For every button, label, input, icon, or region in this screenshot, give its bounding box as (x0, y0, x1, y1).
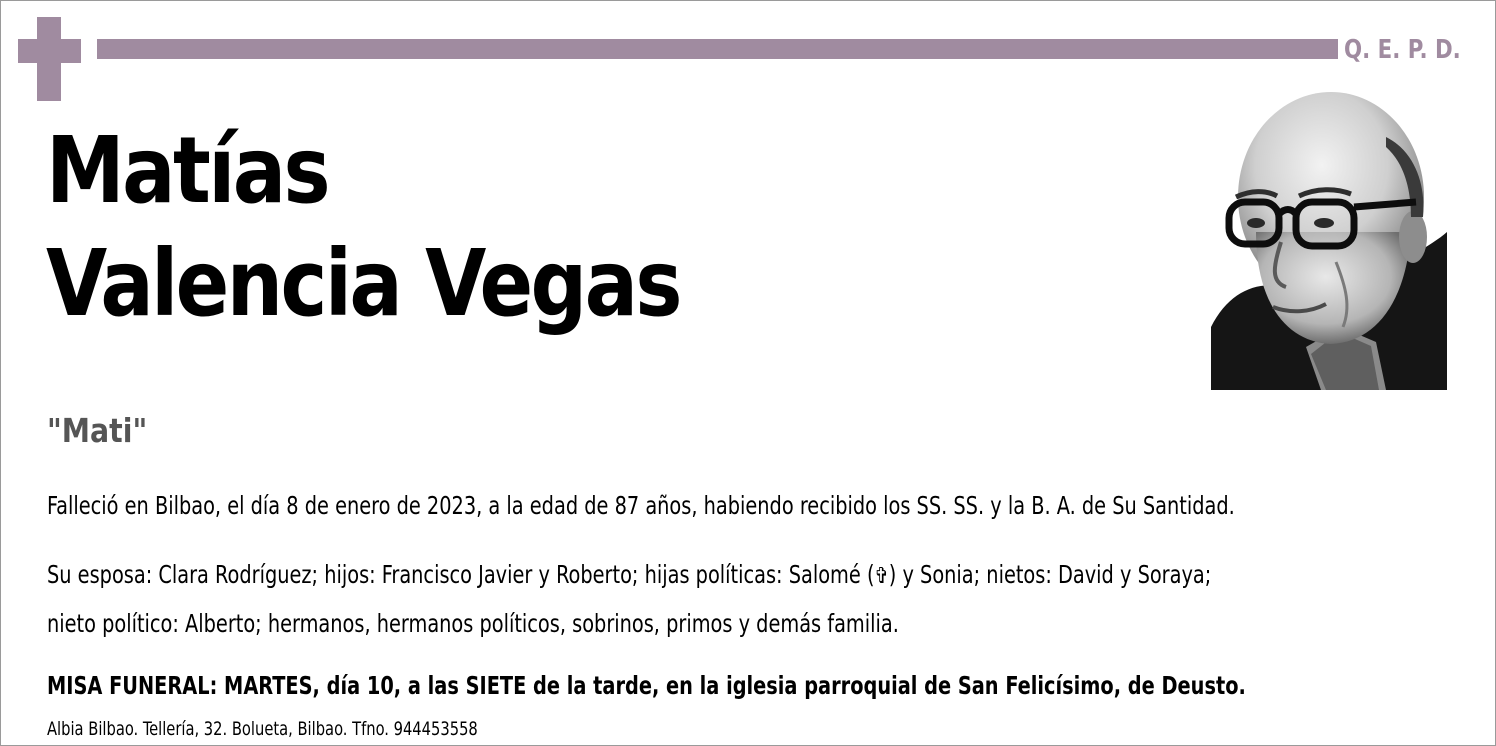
family-text-before-cross: Su esposa: Clara Rodríguez; hijos: Francisco Javier y Roberto; hijas políticas: Salomé ( (47, 560, 875, 589)
funeral-home-info: Albia Bilbao. Tellería, 32. Bolueta, Bilbao. Tfno. 944453558 (47, 718, 478, 740)
family-line-1 (47, 560, 1211, 589)
family-line-2: nieto político: Alberto; hermanos, hermanos políticos, sobrinos, primos y demás familia. (47, 609, 899, 638)
death-notice: Falleció en Bilbao, el día 8 de enero de 2023, a la edad de 87 años, habiendo recibido los SS. SS. y la B. A. de Su Santidad. (47, 491, 1235, 520)
cross-icon-bar (18, 39, 81, 63)
family-text-after-cross: ) y Sonia; nietos: David y Soraya; (888, 560, 1212, 589)
deceased-nickname: "Mati" (47, 411, 148, 450)
deceased-surnames: Valencia Vegas (46, 230, 680, 337)
portrait-photo (1211, 92, 1447, 390)
header-rule (97, 39, 1338, 59)
deceased-first-name: Matías (46, 117, 329, 224)
qepd-label: Q. E. P. D. (1344, 35, 1461, 65)
small-cross-icon: ✞ (874, 564, 889, 589)
funeral-mass-notice: MISA FUNERAL: MARTES, día 10, a las SIETE de la tarde, en la iglesia parroquial de San Felicísimo, de Deusto. (47, 671, 1246, 700)
